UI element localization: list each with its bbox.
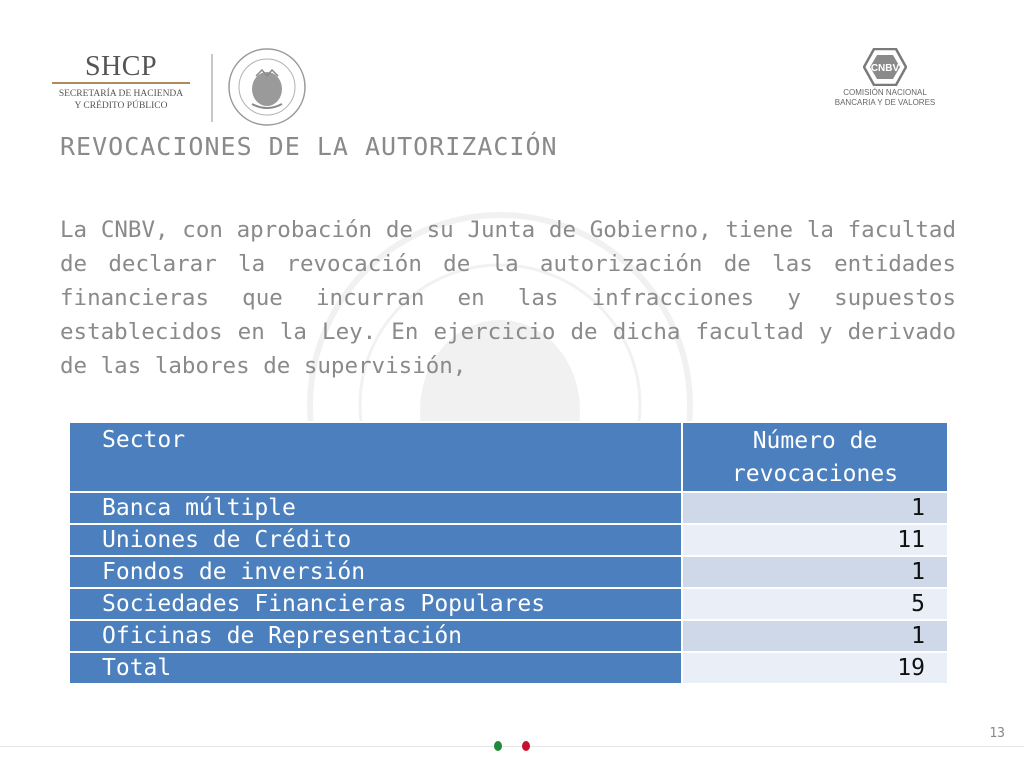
row-count: 1	[682, 492, 948, 524]
row-count: 1	[682, 556, 948, 588]
row-sector: Banca múltiple	[69, 492, 682, 524]
logo-divider	[211, 54, 213, 122]
shcp-subtitle-line1: SECRETARÍA DE HACIENDA	[58, 89, 184, 99]
flag-red-dot	[522, 741, 530, 751]
table-row	[69, 588, 948, 620]
cnbv-emblem-icon	[863, 48, 907, 86]
flag-green-dot	[494, 741, 502, 751]
shcp-subtitle-line2: Y CRÉDITO PÚBLICO	[74, 101, 168, 111]
table-row	[69, 492, 948, 524]
row-count: 5	[682, 588, 948, 620]
page-number: 13	[989, 726, 1005, 741]
cnbv-logo	[830, 48, 940, 118]
revocations-table	[68, 421, 949, 685]
row-sector: Fondos de inversión	[69, 556, 682, 588]
shcp-logo-subtitle	[52, 88, 190, 112]
row-sector: Uniones de Crédito	[69, 524, 682, 556]
row-count: 11	[682, 524, 948, 556]
row-count: 1	[682, 620, 948, 652]
shcp-logo	[52, 52, 192, 122]
total-count: 19	[682, 652, 948, 684]
mexico-seal-icon	[226, 46, 308, 128]
body-paragraph: La CNBV, con aprobación de su Junta de Gobierno, tiene la facultad de declarar la revocación de la autorización de las entidades financieras que incurran en las infracciones y supuestos establecidos en la Ley. En ejercicio de dicha facultad y derivado de las labores de supervisión,	[60, 217, 956, 379]
cnbv-line2: BANCARIA Y DE VALORES	[834, 98, 936, 107]
table-total-row	[69, 652, 948, 684]
table-row	[69, 556, 948, 588]
header-count: Número de revocaciones	[682, 422, 948, 492]
header	[0, 0, 1024, 130]
table-row	[69, 524, 948, 556]
table-row	[69, 620, 948, 652]
row-sector: Oficinas de Representación	[69, 620, 682, 652]
cnbv-emblem-text: CNBV	[870, 63, 900, 74]
shcp-logo-rule	[52, 82, 190, 84]
cnbv-logo-text	[830, 88, 940, 108]
slide-title: REVOCACIONES DE LA AUTORIZACIÓN	[60, 132, 558, 161]
header-sector: Sector	[69, 422, 682, 492]
shcp-logo-title: SHCP	[84, 51, 158, 82]
cnbv-line1: COMISIÓN NACIONAL	[843, 88, 927, 97]
total-label: Total	[69, 652, 682, 684]
row-sector: Sociedades Financieras Populares	[69, 588, 682, 620]
table-header-row	[69, 422, 948, 492]
footer-divider	[0, 746, 1024, 747]
